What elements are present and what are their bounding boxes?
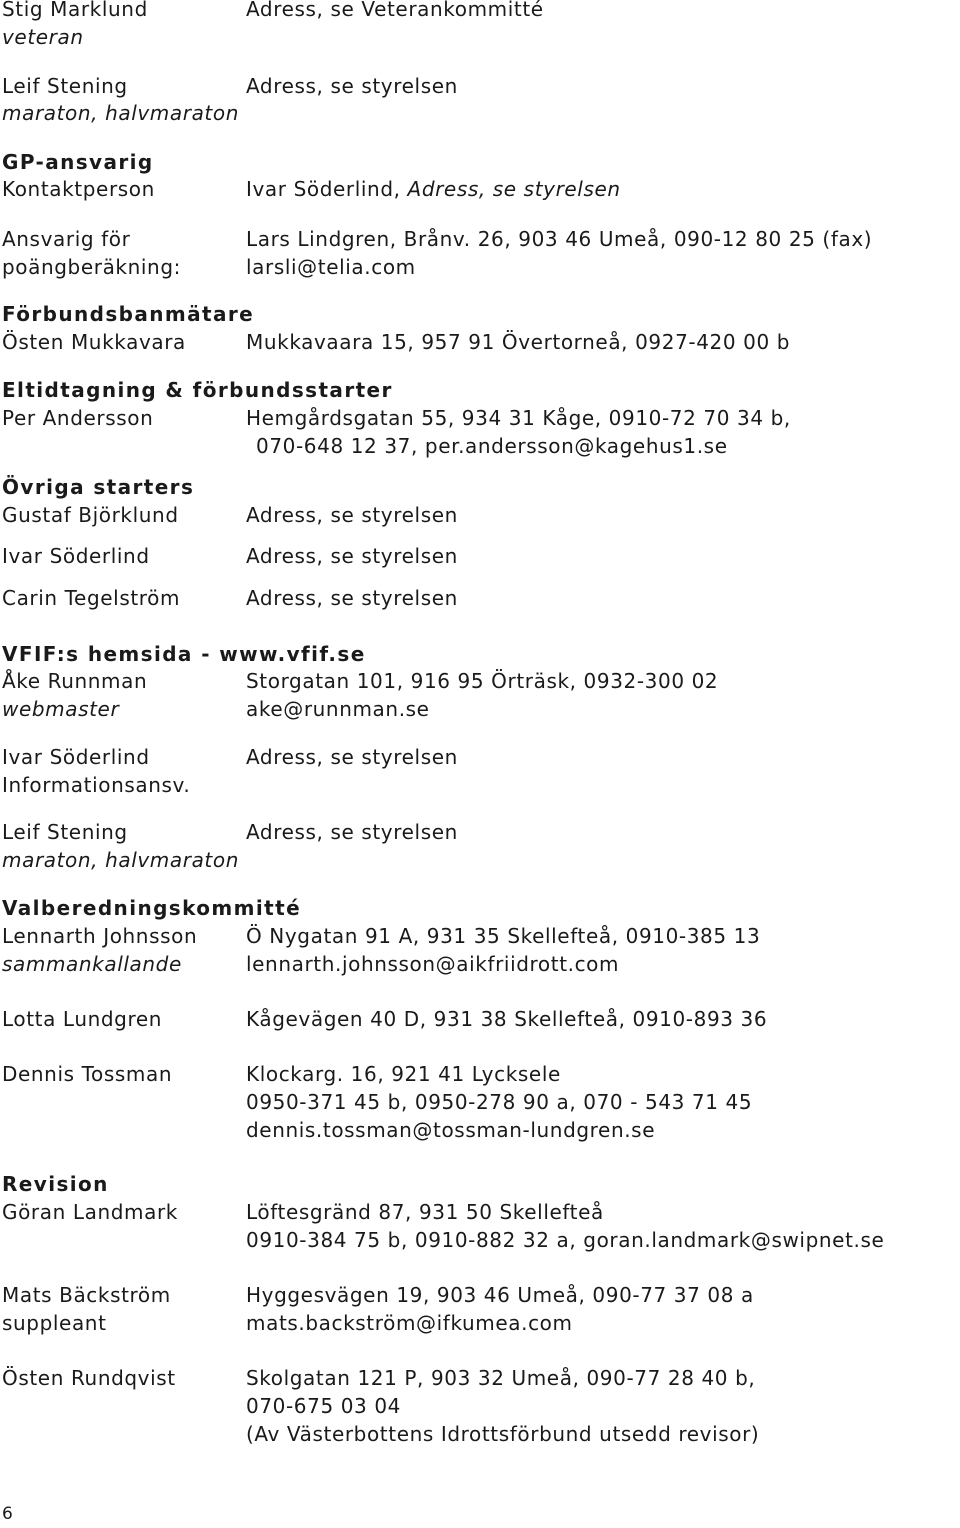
role-text: maraton, halvmaraton [2,848,239,872]
address-text: Klockarg. 16, 921 41 Lycksele [246,1062,561,1086]
address-text: Skolgatan 121 P, 903 32 Umeå, 090-77 28 40 b, [246,1366,756,1390]
address-text: Ö Nygatan 91 A, 931 35 Skellefteå, 0910-385 13 [246,924,761,948]
address-text: 070-648 12 37, per.andersson@kagehus1.se [256,434,728,458]
phone-email-text: 0910-384 75 b, 0910-882 32 a, goran.landmark@swipnet.se [246,1228,885,1252]
address-text: Adress, se styrelsen [246,544,458,568]
address-text: Hyggesvägen 19, 903 46 Umeå, 090-77 37 08 a [246,1283,754,1307]
name-text: Göran Landmark [2,1200,178,1224]
section-heading-banmatare: Förbundsbanmätare [2,302,255,326]
role-text: maraton, halvmaraton [2,101,239,125]
address-text: Adress, se styrelsen [246,820,458,844]
name-text: Carin Tegelström [2,586,181,610]
phone-text: 070-675 03 04 [246,1394,401,1418]
contact-name: Ivar Söderlind, [246,177,408,201]
label-text: Ansvarig för [2,227,131,251]
name-text: Ivar Söderlind [2,544,150,568]
note-text: (Av Västerbottens Idrottsförbund utsedd revisor) [246,1422,760,1446]
name-text: Åke Runnman [2,669,148,693]
email-text: dennis.tossman@tossman-lundgren.se [246,1118,656,1142]
address-text: Adress, se Veterankommitté [246,0,544,21]
address-text: Storgatan 101, 916 95 Örträsk, 0932-300 02 [246,669,719,693]
email-text: lennarth.johnsson@aikfriidrott.com [246,952,620,976]
section-heading-valberedning: Valberedningskommitté [2,896,302,920]
name-stig-marklund: Stig Marklund [2,0,148,21]
name-text: Östen Rundqvist [2,1366,176,1390]
name-text: Ivar Söderlind [2,745,150,769]
name-text: Lennarth Johnsson [2,924,198,948]
contact-line [246,175,621,203]
label-text: poängberäkning: [2,255,181,279]
address-text: Mukkavaara 15, 957 91 Övertorneå, 0927-420 00 b [246,330,791,354]
phone-text: 0950-371 45 b, 0950-278 90 a, 070 - 543 71 45 [246,1090,753,1114]
role-text: sammankallande [2,952,182,976]
address-text: Lars Lindgren, Brånv. 26, 903 46 Umeå, 090-12 80 25 (fax) [246,227,873,251]
name-text: Per Andersson [2,406,154,430]
name-text: Leif Stening [2,820,128,844]
section-heading-eltidtagning: Eltidtagning & förbundsstarter [2,378,393,402]
contact-address: Adress, se styrelsen [407,177,621,201]
page-number: 6 [2,1504,14,1524]
name-text: Östen Mukkavara [2,330,186,354]
address-text: Adress, se styrelsen [246,74,458,98]
name-leif-stening: Leif Stening [2,74,128,98]
address-text: Kågevägen 40 D, 931 38 Skellefteå, 0910-893 36 [246,1007,768,1031]
name-text: Dennis Tossman [2,1062,173,1086]
role-text: Informationsansv. [2,773,191,797]
email-text: larsli@telia.com [246,255,416,279]
address-text: Hemgårdsgatan 55, 934 31 Kåge, 0910-72 70 34 b, [246,406,791,430]
email-text: mats.backström@ifkumea.com [246,1311,573,1335]
name-text: Gustaf Björklund [2,503,179,527]
address-text: Löftesgränd 87, 931 50 Skellefteå [246,1200,604,1224]
name-text: Mats Bäckström [2,1283,171,1307]
address-text: Adress, se styrelsen [246,503,458,527]
section-heading-starters: Övriga starters [2,475,195,499]
email-text: ake@runnman.se [246,697,430,721]
role-text: veteran [2,25,84,49]
section-heading-revision: Revision [2,1172,109,1196]
role-text: webmaster [2,697,120,721]
section-heading-gp: GP-ansvarig [2,150,154,174]
address-text: Adress, se styrelsen [246,586,458,610]
section-heading-hemsida: VFIF:s hemsida - www.vfif.se [2,642,366,666]
label-text: Kontaktperson [2,177,155,201]
role-text: suppleant [2,1311,107,1335]
name-text: Lotta Lundgren [2,1007,163,1031]
address-text: Adress, se styrelsen [246,745,458,769]
